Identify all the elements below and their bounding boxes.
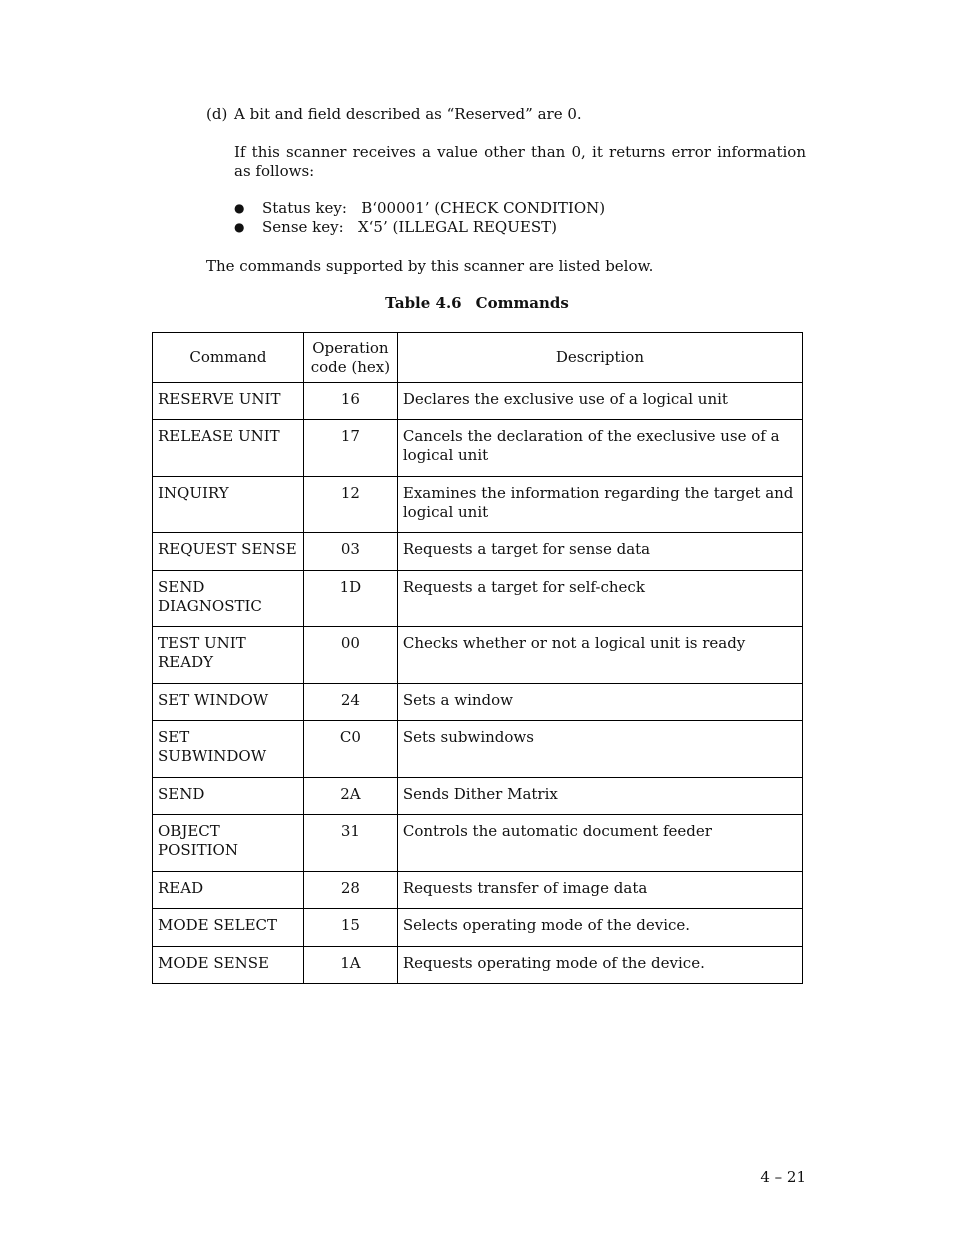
item-marker: (d)	[206, 105, 228, 123]
bullet-value: X‘5’ (ILLEGAL REQUEST)	[357, 218, 557, 236]
code-cell: 31	[303, 815, 397, 872]
command-cell: MODE SELECT	[153, 909, 304, 947]
table-row	[153, 533, 803, 571]
header-command: Command	[153, 333, 304, 383]
description-cell: Requests transfer of image data	[397, 872, 802, 909]
description-cell: Requests operating mode of the device.	[397, 947, 802, 984]
command-cell: MODE SENSE	[153, 947, 304, 984]
code-cell: 1D	[303, 571, 397, 627]
bullet-label: Sense key:	[262, 218, 344, 236]
description-cell: Requests a target for sense data	[397, 533, 802, 571]
header-description: Description	[397, 333, 802, 383]
command-cell: REQUEST SENSE	[153, 533, 304, 571]
error-info-list	[234, 199, 794, 237]
description-cell: Sets a window	[397, 684, 802, 721]
commands-table	[152, 332, 803, 984]
description-cell: Examines the information regarding the target and logical unit	[397, 477, 802, 533]
code-cell: 12	[303, 477, 397, 533]
code-cell: 28	[303, 872, 397, 909]
code-cell: 03	[303, 533, 397, 571]
description-cell: Controls the automatic document feeder	[397, 815, 802, 872]
command-cell: OBJECT POSITION	[153, 815, 304, 872]
list-item	[234, 218, 794, 237]
code-cell: 15	[303, 909, 397, 947]
description-cell: Declares the exclusive use of a logical unit	[397, 383, 802, 420]
table-caption	[152, 293, 802, 313]
bullet-icon: ●	[234, 220, 245, 234]
error-paragraph: If this scanner receives a value other than 0, it returns error information as follows:	[234, 143, 806, 180]
description-cell: Sends Dither Matrix	[397, 778, 802, 815]
table-row	[153, 947, 803, 984]
bullet-icon: ●	[234, 201, 245, 215]
command-cell: RELEASE UNIT	[153, 420, 304, 477]
table-row	[153, 872, 803, 909]
command-cell: TEST UNIT READY	[153, 627, 304, 684]
table-header-row	[153, 333, 803, 383]
table-row	[153, 627, 803, 684]
command-cell: SEND	[153, 778, 304, 815]
command-cell: INQUIRY	[153, 477, 304, 533]
table-row	[153, 383, 803, 420]
description-cell: Sets subwindows	[397, 721, 802, 778]
table-row	[153, 477, 803, 533]
table-row	[153, 571, 803, 627]
table-row	[153, 721, 803, 778]
commands-intro: The commands supported by this scanner are listed below.	[206, 257, 654, 275]
description-cell: Cancels the declaration of the execlusive use of a logical unit	[397, 420, 802, 477]
code-cell: 00	[303, 627, 397, 684]
table-row	[153, 684, 803, 721]
description-cell: Requests a target for self-check	[397, 571, 802, 627]
header-operation-code: Operation code (hex)	[303, 333, 397, 383]
table-number: Table 4.6	[385, 294, 462, 312]
page-number: 4 – 21	[760, 1168, 806, 1186]
description-cell: Checks whether or not a logical unit is ready	[397, 627, 802, 684]
table-row	[153, 778, 803, 815]
code-cell: 17	[303, 420, 397, 477]
command-cell: RESERVE UNIT	[153, 383, 304, 420]
command-cell: SET WINDOW	[153, 684, 304, 721]
list-item	[234, 199, 794, 218]
description-cell: Selects operating mode of the device.	[397, 909, 802, 947]
command-cell: SEND DIAGNOSTIC	[153, 571, 304, 627]
code-cell: C0	[303, 721, 397, 778]
code-cell: 2A	[303, 778, 397, 815]
command-cell: SET SUBWINDOW	[153, 721, 304, 778]
table-row	[153, 815, 803, 872]
code-cell: 1A	[303, 947, 397, 984]
reserved-note	[206, 104, 806, 124]
table-title: Commands	[475, 294, 569, 312]
reserved-note-text: A bit and field described as “Reserved” are 0.	[234, 105, 582, 123]
bullet-value: B‘00001’ (CHECK CONDITION)	[361, 199, 606, 217]
code-cell: 16	[303, 383, 397, 420]
bullet-label: Status key:	[262, 199, 347, 217]
table-row	[153, 909, 803, 947]
command-cell: READ	[153, 872, 304, 909]
code-cell: 24	[303, 684, 397, 721]
table-row	[153, 420, 803, 477]
